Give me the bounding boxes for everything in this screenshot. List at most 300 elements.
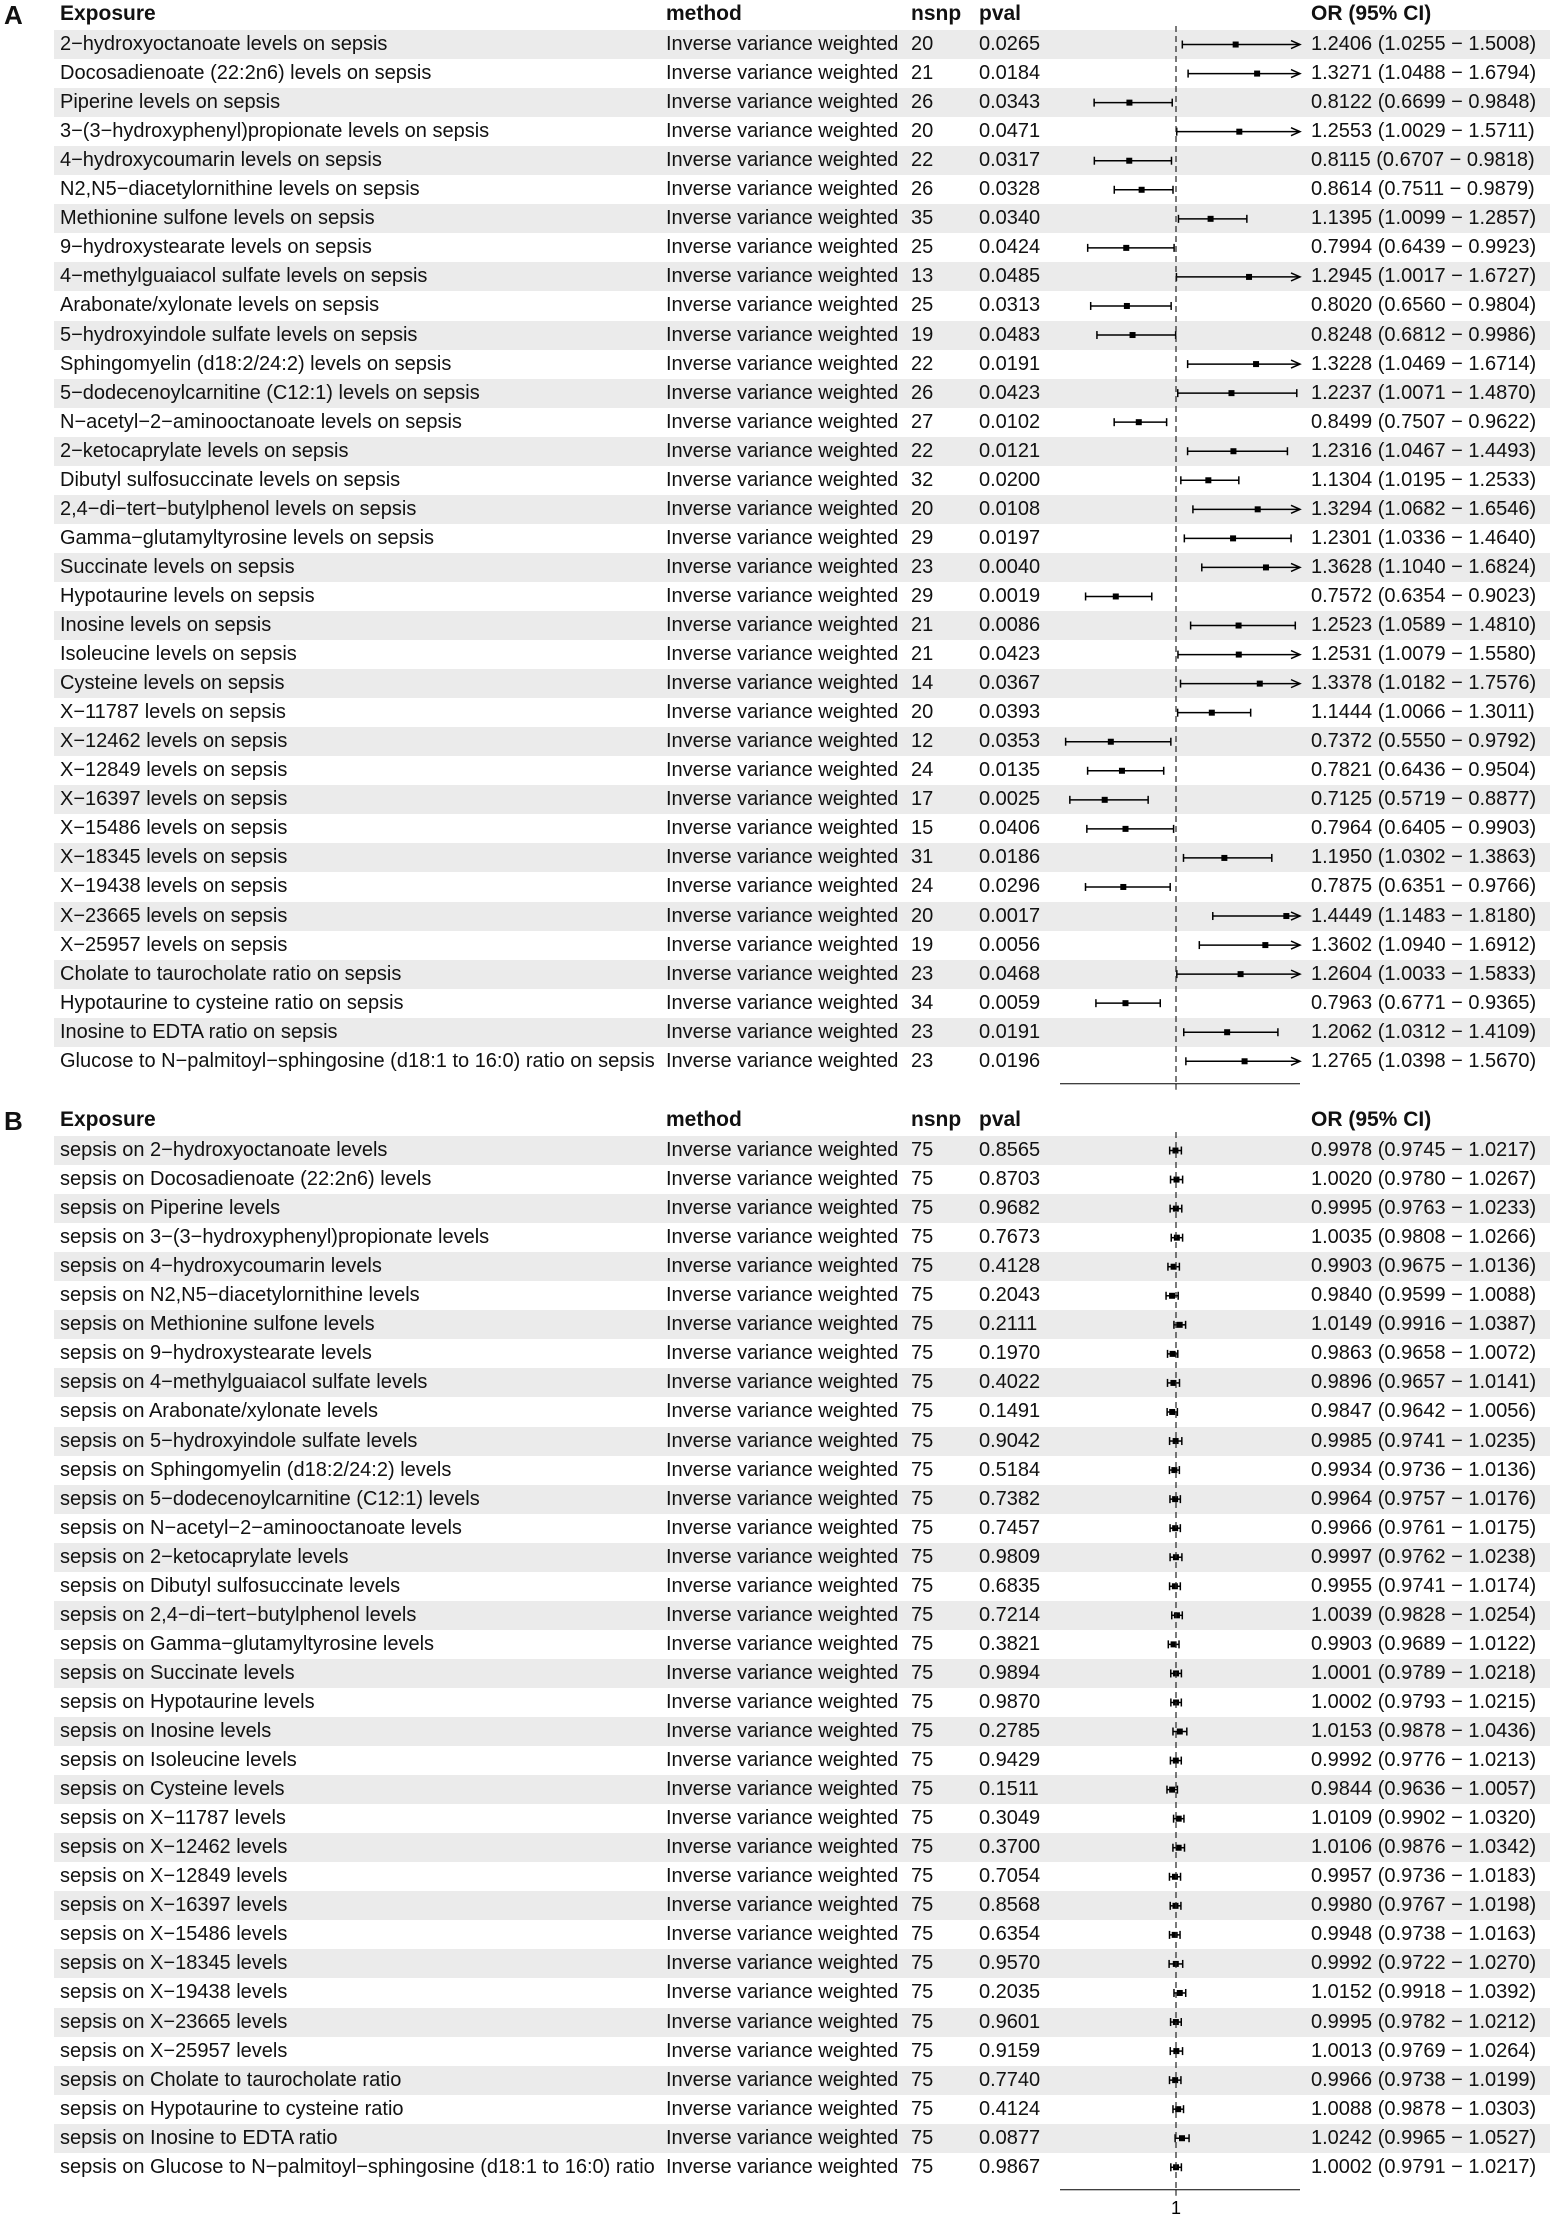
or-ci-cell: 0.7372 (0.5550 − 0.9792) bbox=[1311, 730, 1537, 753]
nsnp-cell: 23 bbox=[911, 555, 934, 578]
exposure-cell: 4−methylguaiacol sulfate levels on sepsis bbox=[60, 265, 428, 288]
method-cell: Inverse variance weighted bbox=[666, 294, 899, 317]
method-cell: Inverse variance weighted bbox=[666, 1720, 899, 1742]
forest-plot bbox=[0, 1106, 1558, 2232]
or-ci-cell: 0.9840 (0.9599 − 1.0088) bbox=[1311, 1284, 1537, 1307]
pval-cell: 0.0191 bbox=[979, 352, 1041, 375]
nsnp-cell: 75 bbox=[911, 2010, 934, 2033]
or-ci-cell: 0.9997 (0.9762 − 1.0238) bbox=[1311, 1545, 1537, 1568]
pval-cell: 0.0468 bbox=[979, 962, 1041, 985]
exposure-cell: X−15486 levels on sepsis bbox=[60, 817, 288, 840]
pval-cell: 0.2043 bbox=[979, 1284, 1041, 1307]
exposure-cell: X−19438 levels on sepsis bbox=[60, 875, 288, 898]
ci-mark bbox=[1186, 1057, 1300, 1065]
or-ci-cell: 0.9964 (0.9757 − 1.0176) bbox=[1311, 1487, 1537, 1510]
exposure-cell: X−16397 levels on sepsis bbox=[60, 788, 288, 811]
exposure-cell: sepsis on X−15486 levels bbox=[60, 1923, 288, 1946]
pval-cell: 0.9570 bbox=[979, 1952, 1041, 1975]
exposure-cell: Glucose to N−palmitoyl−sphingosine (d18:1 to 16:0) ratio on sepsis bbox=[60, 1049, 655, 1072]
exposure-cell: sepsis on 4−methylguaiacol sulfate levels bbox=[60, 1371, 428, 1394]
exposure-cell: sepsis on Isoleucine levels bbox=[60, 1749, 297, 1772]
nsnp-cell: 21 bbox=[911, 614, 934, 636]
nsnp-cell: 31 bbox=[911, 846, 934, 869]
method-cell: Inverse variance weighted bbox=[666, 1574, 899, 1597]
point-estimate bbox=[1179, 2135, 1185, 2141]
exposure-cell: sepsis on 5−dodecenoylcarnitine (C12:1) levels bbox=[60, 1487, 480, 1510]
point-estimate bbox=[1108, 739, 1114, 745]
nsnp-cell: 12 bbox=[911, 730, 934, 753]
pval-cell: 0.0184 bbox=[979, 62, 1041, 85]
pval-cell: 0.0328 bbox=[979, 178, 1041, 201]
exposure-cell: X−25957 levels on sepsis bbox=[60, 933, 288, 956]
point-estimate bbox=[1169, 1787, 1175, 1793]
or-ci-cell: 1.4449 (1.1483 − 1.8180) bbox=[1311, 904, 1537, 927]
ci-mark bbox=[1174, 1815, 1184, 1823]
exposure-cell: sepsis on 2,4−di−tert−butylphenol levels bbox=[60, 1603, 417, 1626]
or-ci-cell: 1.0020 (0.9780 − 1.0267) bbox=[1311, 1168, 1537, 1191]
header-or: OR (95% CI) bbox=[1311, 2, 1432, 25]
method-cell: Inverse variance weighted bbox=[666, 497, 899, 520]
method-cell: Inverse variance weighted bbox=[666, 904, 899, 927]
ci-mark bbox=[1170, 1524, 1180, 1532]
pval-cell: 0.1491 bbox=[979, 1400, 1041, 1423]
point-estimate bbox=[1174, 1612, 1180, 1618]
nsnp-cell: 75 bbox=[911, 2126, 934, 2149]
or-ci-cell: 0.7821 (0.6436 − 0.9504) bbox=[1311, 759, 1537, 782]
method-cell: Inverse variance weighted bbox=[666, 1429, 899, 1452]
or-ci-cell: 1.0149 (0.9916 − 1.0387) bbox=[1311, 1313, 1537, 1336]
exposure-cell: sepsis on N2,N5−diacetylornithine levels bbox=[60, 1284, 420, 1307]
method-cell: Inverse variance weighted bbox=[666, 1632, 899, 1655]
method-cell: Inverse variance weighted bbox=[666, 1807, 899, 1830]
nsnp-cell: 75 bbox=[911, 1458, 934, 1481]
exposure-cell: sepsis on X−12849 levels bbox=[60, 1865, 288, 1888]
point-estimate bbox=[1136, 419, 1142, 425]
pval-cell: 0.0471 bbox=[979, 120, 1041, 143]
pval-cell: 0.9867 bbox=[979, 2155, 1041, 2178]
header-method: method bbox=[666, 2, 742, 25]
exposure-cell: sepsis on X−25957 levels bbox=[60, 2039, 288, 2062]
nsnp-cell: 32 bbox=[911, 468, 934, 491]
ci-mark bbox=[1202, 563, 1300, 571]
or-ci-cell: 0.7572 (0.6354 − 0.9023) bbox=[1311, 584, 1537, 607]
ci-mark bbox=[1178, 389, 1297, 397]
nsnp-cell: 75 bbox=[911, 1778, 934, 1801]
point-estimate bbox=[1230, 448, 1236, 454]
point-estimate bbox=[1205, 477, 1211, 483]
method-cell: Inverse variance weighted bbox=[666, 236, 899, 259]
pval-cell: 0.0485 bbox=[979, 265, 1041, 288]
pval-cell: 0.9870 bbox=[979, 1690, 1041, 1713]
exposure-cell: sepsis on Arabonate/xylonate levels bbox=[60, 1400, 378, 1423]
method-cell: Inverse variance weighted bbox=[666, 1661, 899, 1684]
method-cell: Inverse variance weighted bbox=[666, 759, 899, 782]
point-estimate bbox=[1172, 1525, 1178, 1531]
nsnp-cell: 75 bbox=[911, 1574, 934, 1597]
pval-cell: 0.0367 bbox=[979, 672, 1041, 695]
method-cell: Inverse variance weighted bbox=[666, 991, 899, 1014]
header-or: OR (95% CI) bbox=[1311, 1108, 1432, 1131]
method-cell: Inverse variance weighted bbox=[666, 1545, 899, 1568]
point-estimate bbox=[1228, 390, 1234, 396]
method-cell: Inverse variance weighted bbox=[666, 2010, 899, 2033]
method-cell: Inverse variance weighted bbox=[666, 120, 899, 143]
method-cell: Inverse variance weighted bbox=[666, 265, 899, 288]
exposure-cell: X−12849 levels on sepsis bbox=[60, 759, 288, 782]
or-ci-cell: 1.0109 (0.9902 − 1.0320) bbox=[1311, 1807, 1537, 1830]
or-ci-cell: 1.2523 (1.0589 − 1.4810) bbox=[1311, 614, 1537, 636]
or-ci-cell: 0.9863 (0.9658 − 1.0072) bbox=[1311, 1342, 1537, 1365]
or-ci-cell: 1.0002 (0.9793 − 1.0215) bbox=[1311, 1690, 1537, 1713]
exposure-cell: Piperine levels on sepsis bbox=[60, 91, 281, 114]
or-ci-cell: 0.9948 (0.9738 − 1.0163) bbox=[1311, 1923, 1537, 1946]
exposure-cell: sepsis on Hypotaurine levels bbox=[60, 1690, 315, 1713]
method-cell: Inverse variance weighted bbox=[666, 584, 899, 607]
pval-cell: 0.0343 bbox=[979, 91, 1041, 114]
exposure-cell: sepsis on 2−hydroxyoctanoate levels bbox=[60, 1139, 388, 1161]
point-estimate bbox=[1169, 1409, 1175, 1415]
method-cell: Inverse variance weighted bbox=[666, 875, 899, 898]
ci-mark bbox=[1114, 418, 1166, 426]
point-estimate bbox=[1236, 652, 1242, 658]
ci-mark bbox=[1066, 738, 1171, 746]
method-cell: Inverse variance weighted bbox=[666, 62, 899, 85]
nsnp-cell: 75 bbox=[911, 1749, 934, 1772]
or-ci-cell: 1.2553 (1.0029 − 1.5711) bbox=[1311, 120, 1535, 143]
method-cell: Inverse variance weighted bbox=[666, 91, 899, 114]
nsnp-cell: 20 bbox=[911, 701, 934, 724]
exposure-cell: X−11787 levels on sepsis bbox=[60, 701, 286, 724]
exposure-cell: Gamma−glutamyltyrosine levels on sepsis bbox=[60, 526, 435, 549]
exposure-cell: X−23665 levels on sepsis bbox=[60, 904, 288, 927]
or-ci-cell: 0.8499 (0.7507 − 0.9622) bbox=[1311, 410, 1537, 433]
nsnp-cell: 34 bbox=[911, 991, 934, 1014]
method-cell: Inverse variance weighted bbox=[666, 1778, 899, 1801]
pval-cell: 0.0196 bbox=[979, 1049, 1041, 1072]
method-cell: Inverse variance weighted bbox=[666, 2155, 899, 2178]
nsnp-cell: 75 bbox=[911, 1865, 934, 1888]
nsnp-cell: 75 bbox=[911, 1807, 934, 1830]
nsnp-cell: 75 bbox=[911, 1516, 934, 1539]
method-cell: Inverse variance weighted bbox=[666, 701, 899, 724]
method-cell: Inverse variance weighted bbox=[666, 352, 899, 375]
exposure-cell: 3−(3−hydroxyphenyl)propionate levels on sepsis bbox=[60, 120, 490, 143]
nsnp-cell: 20 bbox=[911, 33, 934, 55]
exposure-cell: sepsis on Sphingomyelin (d18:2/24:2) levels bbox=[60, 1458, 452, 1481]
or-ci-cell: 0.7963 (0.6771 − 0.9365) bbox=[1311, 991, 1537, 1014]
ci-mark bbox=[1177, 128, 1300, 136]
exposure-cell: sepsis on Methionine sulfone levels bbox=[60, 1313, 375, 1336]
nsnp-cell: 25 bbox=[911, 236, 934, 259]
or-ci-cell: 1.2301 (1.0336 − 1.4640) bbox=[1311, 526, 1537, 549]
point-estimate bbox=[1123, 826, 1129, 832]
ci-mark bbox=[1171, 1234, 1182, 1242]
exposure-cell: Isoleucine levels on sepsis bbox=[60, 643, 297, 666]
ci-mark bbox=[1169, 1466, 1179, 1474]
point-estimate bbox=[1242, 1058, 1248, 1064]
or-ci-cell: 0.8614 (0.7511 − 0.9879) bbox=[1311, 178, 1535, 201]
exposure-cell: sepsis on Glucose to N−palmitoyl−sphingosine (d18:1 to 16:0) ratio bbox=[60, 2155, 655, 2178]
ci-mark bbox=[1173, 1844, 1185, 1852]
or-ci-cell: 1.2062 (1.0312 − 1.4109) bbox=[1311, 1020, 1537, 1043]
nsnp-cell: 75 bbox=[911, 1342, 934, 1365]
nsnp-cell: 23 bbox=[911, 1020, 934, 1043]
nsnp-cell: 25 bbox=[911, 294, 934, 317]
or-ci-cell: 0.9903 (0.9675 − 1.0136) bbox=[1311, 1255, 1537, 1278]
point-estimate bbox=[1263, 564, 1269, 570]
or-ci-cell: 1.2604 (1.0033 − 1.5833) bbox=[1311, 962, 1537, 985]
pval-cell: 0.1511 bbox=[979, 1778, 1039, 1801]
ci-mark bbox=[1213, 912, 1300, 920]
ci-mark bbox=[1091, 302, 1171, 310]
point-estimate bbox=[1209, 710, 1215, 716]
method-cell: Inverse variance weighted bbox=[666, 381, 899, 404]
nsnp-cell: 13 bbox=[911, 265, 934, 288]
point-estimate bbox=[1126, 100, 1132, 106]
nsnp-cell: 75 bbox=[911, 1952, 934, 1975]
or-ci-cell: 1.0035 (0.9808 − 1.0266) bbox=[1311, 1226, 1537, 1249]
exposure-cell: Methionine sulfone levels on sepsis bbox=[60, 207, 375, 230]
nsnp-cell: 75 bbox=[911, 1313, 934, 1336]
exposure-cell: N−acetyl−2−aminooctanoate levels on sepsis bbox=[60, 410, 462, 433]
or-ci-cell: 1.3378 (1.0182 − 1.7576) bbox=[1311, 672, 1537, 695]
pval-cell: 0.3821 bbox=[979, 1632, 1041, 1655]
ci-mark bbox=[1114, 186, 1173, 194]
method-cell: Inverse variance weighted bbox=[666, 1049, 899, 1072]
method-cell: Inverse variance weighted bbox=[666, 1168, 899, 1191]
pval-cell: 0.0393 bbox=[979, 701, 1041, 724]
pval-cell: 0.0353 bbox=[979, 730, 1041, 753]
point-estimate bbox=[1169, 1293, 1175, 1299]
ci-mark bbox=[1094, 99, 1172, 107]
exposure-cell: 9−hydroxystearate levels on sepsis bbox=[60, 236, 372, 259]
or-ci-cell: 1.2531 (1.0079 − 1.5580) bbox=[1311, 643, 1537, 666]
exposure-cell: sepsis on Cholate to taurocholate ratio bbox=[60, 2068, 402, 2091]
point-estimate bbox=[1174, 1235, 1180, 1241]
exposure-cell: sepsis on 2−ketocaprylate levels bbox=[60, 1545, 349, 1568]
method-cell: Inverse variance weighted bbox=[666, 1516, 899, 1539]
exposure-cell: sepsis on X−18345 levels bbox=[60, 1952, 288, 1975]
point-estimate bbox=[1177, 1322, 1183, 1328]
exposure-cell: 2,4−di−tert−butylphenol levels on sepsis bbox=[60, 497, 417, 520]
exposure-cell: sepsis on X−19438 levels bbox=[60, 1981, 288, 2004]
method-cell: Inverse variance weighted bbox=[666, 1020, 899, 1043]
point-estimate bbox=[1233, 42, 1239, 48]
or-ci-cell: 1.3628 (1.1040 − 1.6824) bbox=[1311, 555, 1537, 578]
exposure-cell: sepsis on Docosadienoate (22:2n6) levels bbox=[60, 1168, 432, 1191]
ci-mark bbox=[1088, 767, 1164, 775]
pval-cell: 0.4022 bbox=[979, 1371, 1041, 1394]
exposure-cell: sepsis on Cysteine levels bbox=[60, 1778, 285, 1801]
point-estimate bbox=[1238, 971, 1244, 977]
method-cell: Inverse variance weighted bbox=[666, 614, 899, 636]
pval-cell: 0.7214 bbox=[979, 1603, 1041, 1626]
method-cell: Inverse variance weighted bbox=[666, 1894, 899, 1917]
nsnp-cell: 75 bbox=[911, 1690, 934, 1713]
pval-cell: 0.7457 bbox=[979, 1516, 1041, 1539]
point-estimate bbox=[1130, 332, 1136, 338]
header-nsnp: nsnp bbox=[911, 1108, 962, 1131]
method-cell: Inverse variance weighted bbox=[666, 323, 899, 346]
or-ci-cell: 0.9985 (0.9741 − 1.0235) bbox=[1311, 1429, 1537, 1452]
exposure-cell: sepsis on X−12462 levels bbox=[60, 1836, 288, 1859]
exposure-cell: 4−hydroxycoumarin levels on sepsis bbox=[60, 149, 382, 172]
method-cell: Inverse variance weighted bbox=[666, 1603, 899, 1626]
pval-cell: 0.4128 bbox=[979, 1255, 1041, 1278]
ci-mark bbox=[1096, 999, 1160, 1007]
or-ci-cell: 0.7964 (0.6405 − 0.9903) bbox=[1311, 817, 1537, 840]
pval-cell: 0.9429 bbox=[979, 1749, 1041, 1772]
or-ci-cell: 0.7875 (0.6351 − 0.9766) bbox=[1311, 875, 1537, 898]
or-ci-cell: 1.1950 (1.0302 − 1.3863) bbox=[1311, 846, 1537, 869]
or-ci-cell: 1.0039 (0.9828 − 1.0254) bbox=[1311, 1603, 1537, 1626]
method-cell: Inverse variance weighted bbox=[666, 149, 899, 172]
or-ci-cell: 0.9847 (0.9642 − 1.0056) bbox=[1311, 1400, 1537, 1423]
nsnp-cell: 20 bbox=[911, 904, 934, 927]
exposure-cell: Hypotaurine levels on sepsis bbox=[60, 584, 315, 607]
pval-cell: 0.0317 bbox=[979, 149, 1041, 172]
point-estimate bbox=[1119, 768, 1125, 774]
or-ci-cell: 1.3602 (1.0940 − 1.6912) bbox=[1311, 933, 1537, 956]
or-ci-cell: 1.0002 (0.9791 − 1.0217) bbox=[1311, 2155, 1537, 2178]
method-cell: Inverse variance weighted bbox=[666, 410, 899, 433]
or-ci-cell: 0.9966 (0.9761 − 1.0175) bbox=[1311, 1516, 1537, 1539]
method-cell: Inverse variance weighted bbox=[666, 730, 899, 753]
or-ci-cell: 1.0106 (0.9876 − 1.0342) bbox=[1311, 1836, 1537, 1859]
exposure-cell: sepsis on Gamma−glutamyltyrosine levels bbox=[60, 1632, 435, 1655]
pval-cell: 0.0025 bbox=[979, 788, 1041, 811]
nsnp-cell: 75 bbox=[911, 1720, 934, 1742]
or-ci-cell: 1.1444 (1.0066 − 1.3011) bbox=[1311, 701, 1535, 724]
nsnp-cell: 24 bbox=[911, 759, 934, 782]
ci-mark bbox=[1170, 2076, 1181, 2084]
method-cell: Inverse variance weighted bbox=[666, 1487, 899, 1510]
or-ci-cell: 0.9966 (0.9738 − 1.0199) bbox=[1311, 2068, 1537, 2091]
point-estimate bbox=[1262, 942, 1268, 948]
pval-cell: 0.0191 bbox=[979, 1020, 1041, 1043]
header-exposure: Exposure bbox=[60, 2, 156, 25]
ci-mark bbox=[1175, 2134, 1189, 2142]
ci-mark bbox=[1173, 2105, 1184, 2113]
point-estimate bbox=[1139, 187, 1145, 193]
or-ci-cell: 0.8122 (0.6699 − 0.9848) bbox=[1311, 91, 1537, 114]
point-estimate bbox=[1170, 1351, 1176, 1357]
nsnp-cell: 75 bbox=[911, 1226, 934, 1249]
pval-cell: 0.0877 bbox=[979, 2126, 1041, 2149]
exposure-cell: Succinate levels on sepsis bbox=[60, 555, 295, 578]
nsnp-cell: 22 bbox=[911, 149, 934, 172]
or-ci-cell: 1.2945 (1.0017 − 1.6727) bbox=[1311, 265, 1537, 288]
ci-mark bbox=[1086, 883, 1171, 891]
forest-panel-b bbox=[0, 1106, 1558, 2232]
ci-mark bbox=[1086, 592, 1152, 600]
ci-mark bbox=[1184, 1028, 1278, 1036]
exposure-cell: sepsis on N−acetyl−2−aminooctanoate levels bbox=[60, 1516, 462, 1539]
or-ci-cell: 0.9934 (0.9736 − 1.0136) bbox=[1311, 1458, 1537, 1481]
exposure-cell: 5−hydroxyindole sulfate levels on sepsis bbox=[60, 323, 418, 346]
exposure-cell: Cysteine levels on sepsis bbox=[60, 672, 285, 695]
method-cell: Inverse variance weighted bbox=[666, 933, 899, 956]
or-ci-cell: 0.9995 (0.9782 − 1.0212) bbox=[1311, 2010, 1537, 2033]
nsnp-cell: 27 bbox=[911, 410, 934, 433]
ci-mark bbox=[1188, 360, 1300, 368]
nsnp-cell: 75 bbox=[911, 2039, 934, 2062]
nsnp-cell: 75 bbox=[911, 1139, 934, 1161]
pval-cell: 0.0019 bbox=[979, 584, 1041, 607]
pval-cell: 0.6354 bbox=[979, 1923, 1041, 1946]
nsnp-cell: 75 bbox=[911, 1661, 934, 1684]
pval-cell: 0.8568 bbox=[979, 1894, 1041, 1917]
pval-cell: 0.4124 bbox=[979, 2097, 1041, 2120]
or-ci-cell: 1.0242 (0.9965 − 1.0527) bbox=[1311, 2126, 1537, 2149]
point-estimate bbox=[1123, 245, 1129, 251]
point-estimate bbox=[1172, 1496, 1178, 1502]
nsnp-cell: 19 bbox=[911, 933, 934, 956]
method-cell: Inverse variance weighted bbox=[666, 1284, 899, 1307]
exposure-cell: 2−hydroxyoctanoate levels on sepsis bbox=[60, 33, 388, 55]
point-estimate bbox=[1208, 216, 1214, 222]
method-cell: Inverse variance weighted bbox=[666, 672, 899, 695]
ci-mark bbox=[1167, 1379, 1179, 1387]
point-estimate bbox=[1120, 884, 1126, 890]
point-estimate bbox=[1124, 303, 1130, 309]
pval-cell: 0.7054 bbox=[979, 1865, 1041, 1888]
header-nsnp: nsnp bbox=[911, 2, 962, 25]
exposure-cell: X−18345 levels on sepsis bbox=[60, 846, 288, 869]
exposure-cell: sepsis on X−16397 levels bbox=[60, 1894, 288, 1917]
nsnp-cell: 26 bbox=[911, 381, 934, 404]
method-cell: Inverse variance weighted bbox=[666, 2097, 899, 2120]
method-cell: Inverse variance weighted bbox=[666, 468, 899, 491]
or-ci-cell: 1.2406 (1.0255 − 1.5008) bbox=[1311, 33, 1537, 55]
exposure-cell: 2−ketocaprylate levels on sepsis bbox=[60, 439, 349, 462]
nsnp-cell: 19 bbox=[911, 323, 934, 346]
ci-mark bbox=[1178, 651, 1300, 659]
nsnp-cell: 75 bbox=[911, 1255, 934, 1278]
method-cell: Inverse variance weighted bbox=[666, 1342, 899, 1365]
nsnp-cell: 75 bbox=[911, 1894, 934, 1917]
pval-cell: 0.0186 bbox=[979, 846, 1041, 869]
exposure-cell: Sphingomyelin (d18:2/24:2) levels on sepsis bbox=[60, 352, 452, 375]
nsnp-cell: 20 bbox=[911, 120, 934, 143]
ci-mark bbox=[1193, 505, 1300, 513]
exposure-cell: Cholate to taurocholate ratio on sepsis bbox=[60, 962, 402, 985]
method-cell: Inverse variance weighted bbox=[666, 178, 899, 201]
ci-mark bbox=[1087, 825, 1174, 833]
exposure-cell: sepsis on 3−(3−hydroxyphenyl)propionate levels bbox=[60, 1226, 490, 1249]
nsnp-cell: 23 bbox=[911, 1049, 934, 1072]
point-estimate bbox=[1246, 274, 1252, 280]
nsnp-cell: 75 bbox=[911, 1429, 934, 1452]
or-ci-cell: 0.9980 (0.9767 − 1.0198) bbox=[1311, 1894, 1537, 1917]
exposure-cell: Inosine levels on sepsis bbox=[60, 614, 272, 636]
method-cell: Inverse variance weighted bbox=[666, 1749, 899, 1772]
method-cell: Inverse variance weighted bbox=[666, 1197, 899, 1220]
exposure-cell: Docosadienoate (22:2n6) levels on sepsis bbox=[60, 62, 432, 85]
pval-cell: 0.6835 bbox=[979, 1574, 1041, 1597]
point-estimate bbox=[1177, 1990, 1183, 1996]
ci-mark bbox=[1172, 1611, 1183, 1619]
exposure-cell: sepsis on Inosine levels bbox=[60, 1720, 272, 1742]
or-ci-cell: 0.9903 (0.9689 − 1.0122) bbox=[1311, 1632, 1537, 1655]
or-ci-cell: 1.0013 (0.9769 − 1.0264) bbox=[1311, 2039, 1537, 2062]
method-cell: Inverse variance weighted bbox=[666, 33, 899, 55]
nsnp-cell: 20 bbox=[911, 497, 934, 520]
ci-mark bbox=[1170, 1931, 1181, 1939]
nsnp-cell: 29 bbox=[911, 584, 934, 607]
forest-panel-a bbox=[0, 0, 1558, 1100]
nsnp-cell: 21 bbox=[911, 62, 934, 85]
